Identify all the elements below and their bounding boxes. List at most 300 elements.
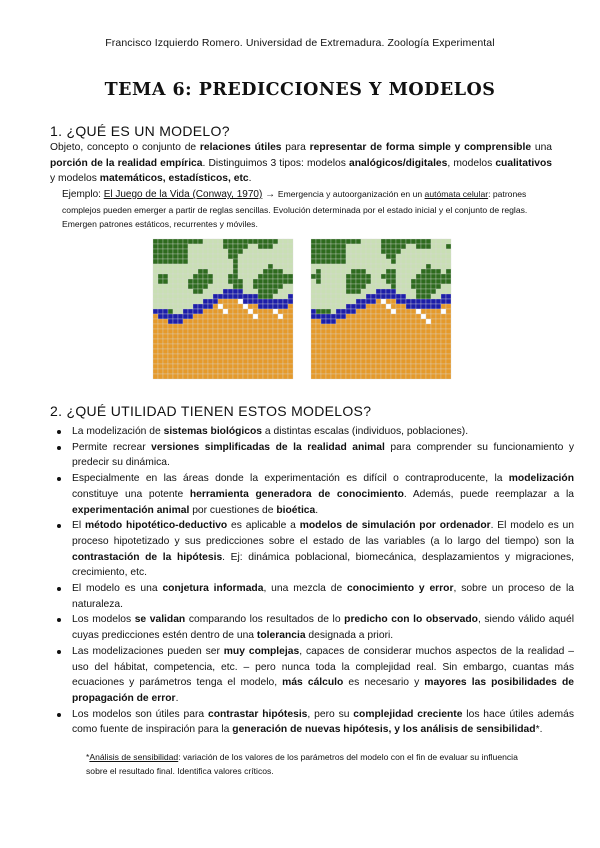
automaton-cell xyxy=(218,284,223,289)
automaton-cell xyxy=(326,314,331,319)
automaton-cell xyxy=(278,304,283,309)
automaton-cell xyxy=(446,334,451,339)
automaton-cell xyxy=(163,309,168,314)
automaton-cell xyxy=(163,264,168,269)
automaton-cell xyxy=(381,274,386,279)
automaton-cell xyxy=(356,294,361,299)
automaton-cell xyxy=(193,249,198,254)
automaton-cell xyxy=(331,344,336,349)
automaton-cell xyxy=(248,274,253,279)
automaton-cell xyxy=(426,364,431,369)
automaton-cell xyxy=(173,269,178,274)
automaton-cell xyxy=(321,364,326,369)
automaton-cell xyxy=(223,364,228,369)
automaton-cell xyxy=(406,269,411,274)
automaton-cell xyxy=(366,239,371,244)
automaton-cell xyxy=(326,309,331,314)
automaton-cell xyxy=(361,274,366,279)
automaton-cell xyxy=(188,264,193,269)
automaton-cell xyxy=(326,329,331,334)
automaton-cell xyxy=(356,289,361,294)
automaton-cell xyxy=(258,314,263,319)
automaton-cell xyxy=(153,279,158,284)
automaton-cell xyxy=(351,254,356,259)
automaton-cell xyxy=(173,359,178,364)
automaton-cell xyxy=(411,269,416,274)
automaton-cell xyxy=(268,329,273,334)
automaton-cell xyxy=(336,294,341,299)
automaton-cell xyxy=(258,339,263,344)
automaton-cell xyxy=(446,239,451,244)
automaton-cell xyxy=(371,364,376,369)
automaton-cell xyxy=(188,339,193,344)
automaton-cell xyxy=(326,354,331,359)
automaton-cell xyxy=(426,314,431,319)
automaton-cell xyxy=(203,309,208,314)
automaton-cell xyxy=(278,314,283,319)
automaton-cell xyxy=(193,239,198,244)
automaton-cell xyxy=(158,284,163,289)
automaton-cell xyxy=(193,349,198,354)
automaton-cell xyxy=(356,309,361,314)
automaton-cell xyxy=(396,249,401,254)
automaton-cell xyxy=(426,329,431,334)
automaton-cell xyxy=(163,289,168,294)
automaton-cell xyxy=(421,269,426,274)
automaton-cell xyxy=(431,299,436,304)
automaton-cell xyxy=(326,289,331,294)
automaton-cell xyxy=(321,374,326,379)
automaton-cell xyxy=(253,359,258,364)
automaton-cell xyxy=(366,294,371,299)
automaton-cell xyxy=(238,334,243,339)
automaton-cell xyxy=(238,364,243,369)
automaton-cell xyxy=(163,324,168,329)
automaton-cell xyxy=(416,329,421,334)
automaton-cell xyxy=(158,354,163,359)
automaton-cell xyxy=(336,304,341,309)
automaton-cell xyxy=(178,239,183,244)
automaton-cell xyxy=(356,249,361,254)
list-item: Especialmente en las áreas donde la experimentación es difícil o contraproducente, la modelización constituye una potente herramienta generadora de conocimiento. Además, puede reemplazar a la experimentación animal por cuestiones de bioética. xyxy=(72,471,574,518)
automaton-cell xyxy=(153,274,158,279)
automaton-cell xyxy=(168,259,173,264)
automaton-cell xyxy=(406,254,411,259)
automaton-cell xyxy=(173,374,178,379)
automaton-cell xyxy=(391,299,396,304)
automaton-cell xyxy=(268,359,273,364)
automaton-cell xyxy=(188,334,193,339)
automaton-cell xyxy=(278,299,283,304)
automaton-cell xyxy=(381,329,386,334)
automaton-cell xyxy=(371,369,376,374)
automaton-cell xyxy=(248,344,253,349)
automaton-cell xyxy=(441,349,446,354)
automaton-cell xyxy=(188,349,193,354)
automaton-cell xyxy=(228,289,233,294)
automaton-cell xyxy=(411,344,416,349)
automaton-cell xyxy=(356,264,361,269)
automaton-cell xyxy=(311,249,316,254)
automaton-cell xyxy=(386,264,391,269)
automaton-cell xyxy=(233,324,238,329)
automaton-cell xyxy=(248,339,253,344)
automaton-cell xyxy=(331,354,336,359)
automaton-cell xyxy=(376,304,381,309)
automaton-cell xyxy=(321,289,326,294)
automaton-cell xyxy=(183,314,188,319)
automaton-cell xyxy=(321,319,326,324)
automaton-cell xyxy=(173,324,178,329)
automaton-cell xyxy=(436,374,441,379)
automaton-cell xyxy=(288,344,293,349)
automaton-cell xyxy=(341,319,346,324)
automaton-cell xyxy=(316,249,321,254)
game-of-life-link[interactable]: El Juego de la Vida (Conway, 1970) xyxy=(103,189,263,200)
automaton-cell xyxy=(381,359,386,364)
automaton-cell xyxy=(158,324,163,329)
automaton-cell xyxy=(351,324,356,329)
automaton-cell xyxy=(341,269,346,274)
automaton-cell xyxy=(416,334,421,339)
automaton-cell xyxy=(253,294,258,299)
automaton-cell xyxy=(173,349,178,354)
automaton-cell xyxy=(268,264,273,269)
page-header: Francisco Izquierdo Romero. Universidad de Extremadura. Zoología Experimental xyxy=(105,37,495,49)
automaton-cell xyxy=(223,279,228,284)
automaton-cell xyxy=(288,309,293,314)
automaton-cell xyxy=(441,289,446,294)
automaton-cell xyxy=(441,284,446,289)
automaton-cell xyxy=(218,309,223,314)
automaton-cell xyxy=(351,369,356,374)
automaton-cell xyxy=(401,279,406,284)
automaton-cell xyxy=(208,319,213,324)
automaton-cell xyxy=(248,324,253,329)
automaton-cell xyxy=(406,284,411,289)
automaton-cell xyxy=(273,354,278,359)
automaton-cell xyxy=(321,244,326,249)
automaton-cell xyxy=(316,274,321,279)
automaton-cell xyxy=(446,304,451,309)
automaton-cell xyxy=(381,264,386,269)
automaton-cell xyxy=(391,374,396,379)
automaton-cell xyxy=(203,344,208,349)
automaton-cell xyxy=(431,239,436,244)
automaton-cell xyxy=(198,369,203,374)
automaton-cell xyxy=(198,344,203,349)
automaton-cell xyxy=(183,364,188,369)
automaton-cell xyxy=(203,319,208,324)
automaton-cell xyxy=(263,359,268,364)
automaton-cell xyxy=(446,329,451,334)
automaton-cell xyxy=(273,244,278,249)
automaton-cell xyxy=(198,309,203,314)
automaton-cell xyxy=(243,239,248,244)
automaton-cell xyxy=(311,354,316,359)
automaton-cell xyxy=(446,274,451,279)
automaton-cell xyxy=(386,369,391,374)
automaton-cell xyxy=(436,339,441,344)
automaton-cell xyxy=(356,254,361,259)
automaton-cell xyxy=(243,364,248,369)
automaton-cell xyxy=(223,309,228,314)
automaton-cell xyxy=(346,324,351,329)
automaton-cell xyxy=(278,374,283,379)
automaton-cell xyxy=(376,374,381,379)
automaton-cell xyxy=(268,339,273,344)
automaton-cell xyxy=(341,344,346,349)
automaton-cell xyxy=(396,269,401,274)
automaton-cell xyxy=(248,374,253,379)
automaton-cell xyxy=(253,274,258,279)
automaton-cell xyxy=(233,359,238,364)
automaton-cell xyxy=(188,364,193,369)
automaton-cell xyxy=(441,299,446,304)
automaton-cell xyxy=(391,254,396,259)
automaton-cell xyxy=(406,244,411,249)
automaton-cell xyxy=(253,269,258,274)
automaton-cell xyxy=(341,254,346,259)
automaton-cell xyxy=(288,334,293,339)
automaton-cell xyxy=(253,374,258,379)
automaton-cell xyxy=(213,369,218,374)
automaton-cell xyxy=(316,314,321,319)
automaton-cell xyxy=(316,264,321,269)
automaton-cell xyxy=(168,319,173,324)
automaton-cell xyxy=(331,369,336,374)
automaton-cell xyxy=(406,374,411,379)
automaton-cell xyxy=(248,289,253,294)
automaton-cell xyxy=(213,294,218,299)
automaton-cell xyxy=(213,364,218,369)
automaton-cell xyxy=(401,239,406,244)
automaton-cell xyxy=(178,324,183,329)
automaton-cell xyxy=(421,244,426,249)
automaton-cell xyxy=(203,304,208,309)
automaton-cell xyxy=(278,319,283,324)
automaton-cell xyxy=(203,364,208,369)
automaton-cell xyxy=(198,294,203,299)
automaton-cell xyxy=(218,349,223,354)
automaton-cell xyxy=(391,359,396,364)
automaton-cell xyxy=(193,284,198,289)
automaton-cell xyxy=(381,339,386,344)
automaton-cell xyxy=(288,274,293,279)
automaton-cell xyxy=(416,299,421,304)
automaton-cell xyxy=(391,354,396,359)
automaton-cell xyxy=(411,314,416,319)
automaton-cell xyxy=(346,364,351,369)
automaton-cell xyxy=(441,329,446,334)
automaton-cell xyxy=(268,334,273,339)
automaton-cell xyxy=(376,254,381,259)
automaton-cell xyxy=(193,324,198,329)
automaton-cell xyxy=(406,239,411,244)
automaton-cell xyxy=(446,364,451,369)
automaton-cell xyxy=(158,359,163,364)
list-item: Los modelos se validan comparando los resultados de lo predicho con lo observado, siendo válido aquél cuyas predicciones estén dentro de una tolerancia designada a priori. xyxy=(72,612,574,643)
automaton-cell xyxy=(228,344,233,349)
automaton-cell xyxy=(426,254,431,259)
automaton-cell xyxy=(283,239,288,244)
automaton-cell xyxy=(233,334,238,339)
automaton-cell xyxy=(238,279,243,284)
automaton-cell xyxy=(316,354,321,359)
automaton-cell xyxy=(198,359,203,364)
automaton-cell xyxy=(178,264,183,269)
automaton-cell xyxy=(253,304,258,309)
automaton-cell xyxy=(183,239,188,244)
automaton-cell xyxy=(173,344,178,349)
automaton-cell xyxy=(193,344,198,349)
automaton-cell xyxy=(188,329,193,334)
automaton-cell xyxy=(416,369,421,374)
automaton-cell xyxy=(163,239,168,244)
automaton-cell xyxy=(258,299,263,304)
automaton-cell xyxy=(401,249,406,254)
automaton-cell xyxy=(331,329,336,334)
automaton-cell xyxy=(183,369,188,374)
automaton-cell xyxy=(218,259,223,264)
automaton-cell xyxy=(183,359,188,364)
automaton-cell xyxy=(391,249,396,254)
automaton-cell xyxy=(193,289,198,294)
automaton-cell xyxy=(268,319,273,324)
automaton-cell xyxy=(331,284,336,289)
list-item: Permite recrear versiones simplificadas de la realidad animal para comprender su funcionamiento y predecir su dinámica. xyxy=(72,440,574,471)
automaton-cell xyxy=(223,274,228,279)
automaton-cell xyxy=(283,304,288,309)
automaton-cell xyxy=(371,254,376,259)
automaton-cell xyxy=(336,314,341,319)
automaton-cell xyxy=(326,284,331,289)
automaton-cell xyxy=(198,364,203,369)
automaton-cell xyxy=(163,314,168,319)
automaton-cell xyxy=(416,339,421,344)
automaton-cell xyxy=(203,369,208,374)
automaton-cell xyxy=(233,349,238,354)
automaton-cell xyxy=(386,299,391,304)
automaton-cell xyxy=(441,354,446,359)
automaton-cell xyxy=(283,284,288,289)
automaton-cell xyxy=(238,324,243,329)
automaton-cell xyxy=(406,334,411,339)
automaton-cell xyxy=(168,284,173,289)
automaton-cell xyxy=(381,259,386,264)
automaton-cell xyxy=(311,254,316,259)
automaton-cell xyxy=(321,314,326,319)
automaton-cell xyxy=(361,334,366,339)
automaton-cell xyxy=(386,339,391,344)
automaton-cell xyxy=(188,244,193,249)
automaton-cell xyxy=(188,374,193,379)
automaton-cell xyxy=(361,359,366,364)
automaton-cell xyxy=(198,314,203,319)
automaton-cell xyxy=(446,309,451,314)
automaton-cell xyxy=(441,324,446,329)
automaton-cell xyxy=(381,324,386,329)
automaton-cell xyxy=(273,359,278,364)
automaton-cell xyxy=(381,284,386,289)
automaton-cell xyxy=(223,294,228,299)
cellular-automaton-figure xyxy=(145,237,460,382)
automaton-cell xyxy=(396,344,401,349)
automaton-cell xyxy=(321,309,326,314)
automaton-cell xyxy=(391,264,396,269)
automaton-cell xyxy=(406,259,411,264)
automaton-cell xyxy=(326,274,331,279)
automaton-cell xyxy=(331,304,336,309)
automaton-cell xyxy=(396,339,401,344)
automaton-cell xyxy=(436,289,441,294)
automaton-cell xyxy=(441,369,446,374)
automaton-cell xyxy=(213,259,218,264)
automaton-cell xyxy=(198,339,203,344)
automaton-cell xyxy=(163,349,168,354)
automaton-cell xyxy=(173,274,178,279)
automaton-cell xyxy=(376,319,381,324)
automaton-cell xyxy=(361,299,366,304)
automaton-cell xyxy=(341,339,346,344)
automaton-cell xyxy=(406,279,411,284)
automaton-cell xyxy=(326,334,331,339)
automaton-cell xyxy=(188,314,193,319)
automaton-cell xyxy=(371,249,376,254)
automaton-cell xyxy=(188,254,193,259)
automaton-cell xyxy=(316,344,321,349)
automaton-cell xyxy=(336,369,341,374)
automaton-cell xyxy=(416,364,421,369)
automaton-cell xyxy=(431,259,436,264)
automaton-cell xyxy=(218,364,223,369)
automaton-cell xyxy=(401,319,406,324)
automaton-cell xyxy=(248,369,253,374)
automaton-cell xyxy=(258,334,263,339)
automaton-cell xyxy=(376,264,381,269)
automaton-cell xyxy=(283,314,288,319)
automaton-cell xyxy=(233,244,238,249)
automaton-cell xyxy=(406,274,411,279)
automaton-cell xyxy=(341,314,346,319)
automaton-cell xyxy=(421,289,426,294)
automaton-cell xyxy=(253,309,258,314)
automaton-cell xyxy=(351,279,356,284)
automaton-cell xyxy=(203,299,208,304)
automaton-cell xyxy=(441,274,446,279)
automaton-cell xyxy=(356,284,361,289)
automaton-cell xyxy=(381,334,386,339)
automaton-cell xyxy=(371,374,376,379)
automaton-cell xyxy=(168,254,173,259)
automaton-cell xyxy=(283,359,288,364)
automaton-cell xyxy=(421,359,426,364)
automaton-cell xyxy=(351,374,356,379)
automaton-cell xyxy=(273,294,278,299)
automaton-cell xyxy=(366,364,371,369)
automaton-cell xyxy=(321,299,326,304)
automaton-cell xyxy=(391,339,396,344)
automaton-cell xyxy=(228,269,233,274)
automaton-cell xyxy=(213,319,218,324)
automaton-cell xyxy=(273,304,278,309)
automaton-cell xyxy=(183,374,188,379)
automaton-cell xyxy=(346,334,351,339)
automaton-cell xyxy=(431,329,436,334)
automaton-cell xyxy=(283,244,288,249)
automaton-cell xyxy=(178,364,183,369)
automaton-cell xyxy=(158,294,163,299)
